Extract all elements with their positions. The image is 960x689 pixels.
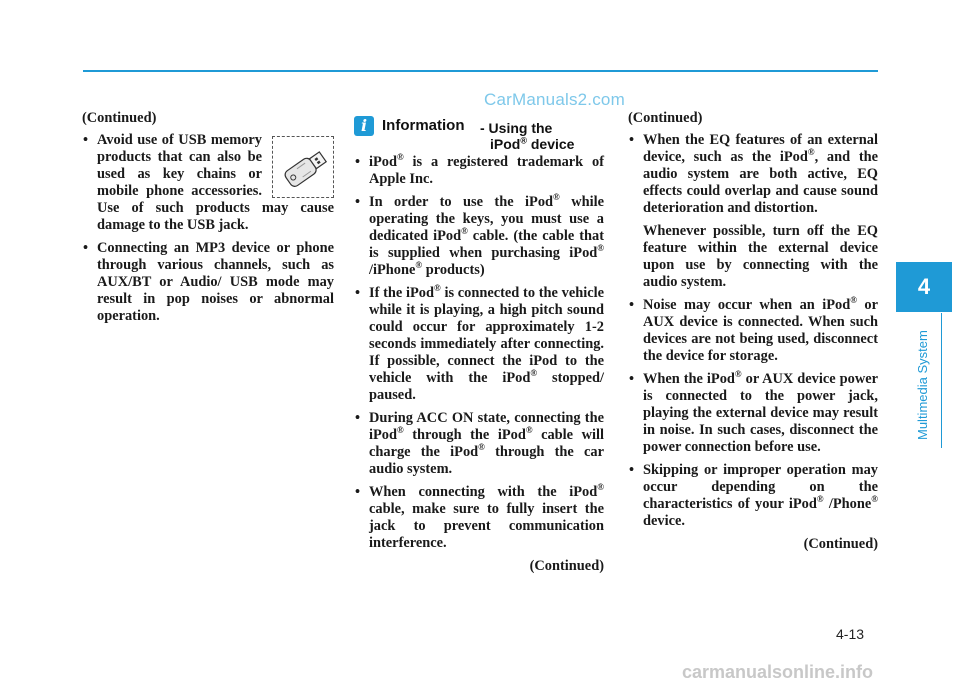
list-item: • In order to use the iPod® while operating the keys, you must use a dedicated iPod® cable. (the cable that is supplied when purchasing iPod® /iPhone® products) bbox=[354, 194, 604, 279]
bullet-list bbox=[354, 154, 604, 552]
bullet-list bbox=[82, 132, 334, 325]
usb-stick-illustration bbox=[272, 136, 334, 198]
chapter-tab: 4 bbox=[896, 262, 952, 312]
list-item: • Noise may occur when an iPod® or AUX device is connected. When such devices are not being used, disconnect the device for storage. bbox=[628, 297, 878, 365]
information-title: Information bbox=[382, 117, 465, 134]
bullet-list bbox=[628, 132, 878, 217]
chapter-label: Multimedia System bbox=[915, 330, 930, 440]
header-rule bbox=[83, 70, 878, 72]
information-icon: i bbox=[354, 116, 374, 136]
continued-label: (Continued) bbox=[803, 536, 878, 552]
chapter-rule bbox=[941, 313, 942, 448]
continued-label: (Continued) bbox=[82, 110, 157, 126]
paragraph: Whenever possible, turn off the EQ feature within the external device upon use by connecting with the audio system. bbox=[643, 223, 878, 290]
page-number: 4-13 bbox=[836, 626, 865, 642]
information-subtitle-2: iPod® device bbox=[490, 135, 575, 152]
usb-stick-icon bbox=[273, 137, 333, 197]
list-item: • During ACC ON state, connecting the iPod® through the iPod® cable will charge the iPod® through the car audio system. bbox=[354, 410, 604, 478]
list-item: • When connecting with the iPod® cable, make sure to fully insert the jack to prevent communication interference. bbox=[354, 484, 604, 552]
list-item: • If the iPod® is connected to the vehicle while it is playing, a high pitch sound could occur for approximately 1-2 seconds immediately after connecting. If possible, connect the iPod to the vehicle with the iPod® stopped/ paused. bbox=[354, 285, 604, 404]
item-text: Avoid use of USB memory products that can also be used as key chains or mobile phone accessories. Use of such products may cause damage to the USB jack. bbox=[97, 132, 334, 233]
item-text: Connecting an MP3 device or phone through various channels, such as AUX/BT or Audio/ USB mode may result in pop noises or abnormal operation. bbox=[97, 240, 334, 324]
column-2 bbox=[354, 110, 604, 575]
information-header bbox=[354, 110, 604, 150]
bullet-list-2 bbox=[628, 297, 878, 530]
list-item: • When the EQ features of an external device, such as the iPod®, and the audio system are both active, EQ effects could overlap and cause sound deterioration and distortion. bbox=[628, 132, 878, 217]
list-item: • Skipping or improper operation may occur depending on the characteristics of your iPod® /Phone® device. bbox=[628, 462, 878, 530]
information-subtitle: - Using the bbox=[480, 120, 553, 136]
list-item: • iPod® is a registered trademark of Apple Inc. bbox=[354, 154, 604, 188]
list-item bbox=[82, 132, 334, 234]
column-3 bbox=[628, 110, 878, 553]
column-1 bbox=[82, 110, 334, 331]
watermark-bottom: carmanualsonline.info bbox=[682, 662, 874, 682]
list-item: • When the iPod® or AUX device power is connected to the power jack, playing the external device may result in noise. In such cases, disconnect the power connection before use. bbox=[628, 371, 878, 456]
list-item bbox=[82, 240, 334, 325]
continued-label: (Continued) bbox=[529, 558, 604, 574]
watermark-top: CarManuals2.com bbox=[484, 90, 625, 109]
continued-label: (Continued) bbox=[628, 110, 703, 126]
